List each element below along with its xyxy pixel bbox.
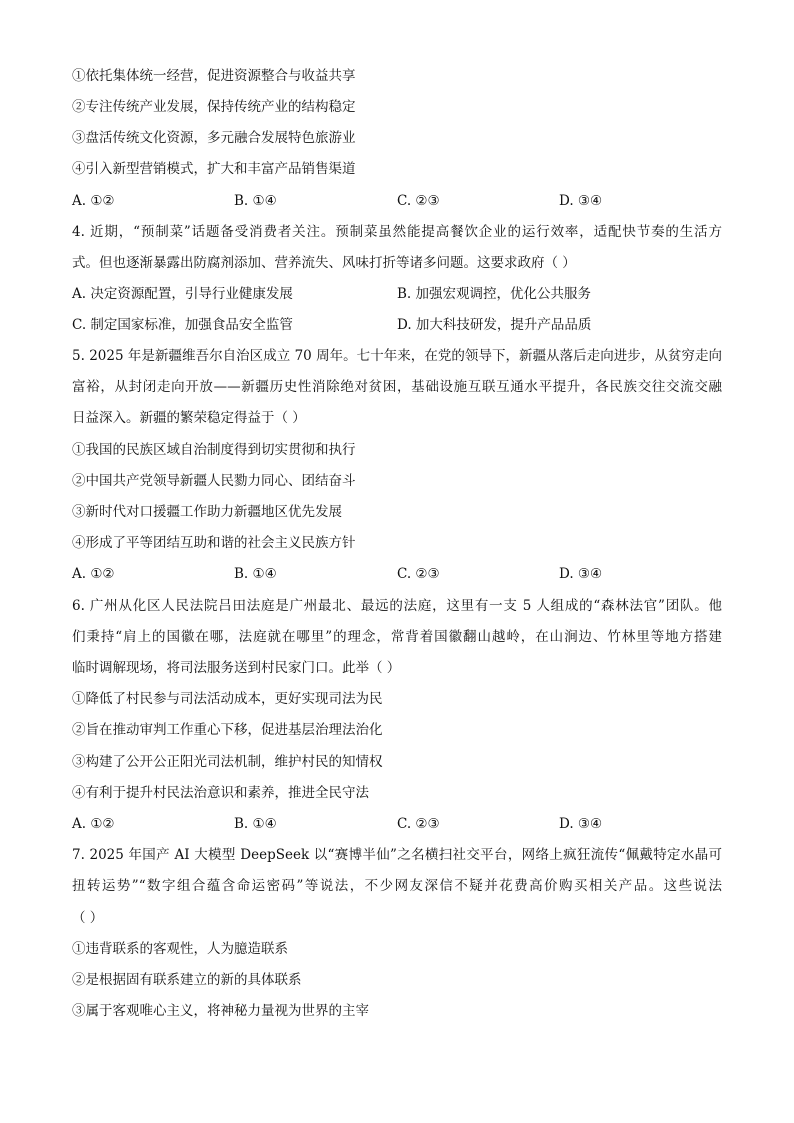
q7-item-1: ①违背联系的客观性，人为臆造联系 (72, 941, 288, 957)
q5-option-a: A. ①② (72, 566, 115, 582)
q5-options (72, 564, 722, 584)
q7-item-2: ②是根据固有联系建立的新的具体联系 (72, 972, 302, 988)
q6-stem-line-2: 们秉持“肩上的国徽在哪，法庭就在哪里”的理念，常背着国徽翻山越岭，在山涧边、竹林里等地方搭建 (72, 629, 722, 645)
q5-item-2: ②中国共产党领导新疆人民勠力同心、团结奋斗 (72, 473, 356, 489)
q4-option-d: D. 加大科技研发，提升产品品质 (397, 317, 592, 333)
q6-stem-line-3: 临时调解现场，将司法服务送到村民家门口。此举（ ） (72, 660, 401, 676)
q5-item-4: ④形成了平等团结互助和谐的社会主义民族方针 (72, 535, 356, 551)
q5-item-3: ③新时代对口援疆工作助力新疆地区优先发展 (72, 504, 342, 520)
q4-option-b: B. 加强宏观调控，优化公共服务 (397, 286, 592, 302)
q7-stem-line-1: 7. 2025 年国产 AI 大模型 DeepSeek 以“赛博半仙”之名横扫社交平台，网络上疯狂流传“佩戴特定水晶可 (72, 847, 722, 863)
q4-options-row-1 (72, 284, 722, 304)
q3-option-b: B. ①④ (234, 193, 277, 209)
q5-item-1: ①我国的民族区域自治制度得到切实贯彻和执行 (72, 442, 356, 458)
q3-option-c: C. ②③ (397, 193, 440, 209)
q3-option-d: D. ③④ (559, 193, 603, 209)
q3-item-3: ③盘活传统文化资源，多元融合发展特色旅游业 (72, 130, 356, 146)
q6-item-4: ④有利于提升村民法治意识和素养，推进全民守法 (72, 785, 369, 801)
q6-option-a: A. ①② (72, 816, 115, 832)
q3-option-a: A. ①② (72, 193, 115, 209)
q6-options (72, 814, 722, 834)
q5-stem-line-1: 5. 2025 年是新疆维吾尔自治区成立 70 周年。七十年来，在党的领导下，新疆从落后走向进步，从贫穷走向 (72, 348, 722, 364)
q3-item-1: ①依托集体统一经营，促进资源整合与收益共享 (72, 68, 356, 84)
q4-stem-line-2: 式。但也逐渐暴露出防腐剂添加、营养流失、风味打折等诸多问题。这要求政府（ ） (72, 255, 576, 271)
q3-item-4: ④引入新型营销模式，扩大和丰富产品销售渠道 (72, 161, 356, 177)
q4-stem-line-1: 4. 近期，“预制菜”话题备受消费者关注。预制菜虽然能提高餐饮企业的运行效率，适配快节奏的生活方 (72, 224, 722, 240)
q5-option-d: D. ③④ (559, 566, 603, 582)
q6-item-3: ③构建了公开公正阳光司法机制，维护村民的知情权 (72, 754, 383, 770)
q4-options-row-2 (72, 315, 722, 335)
q6-option-d: D. ③④ (559, 816, 603, 832)
q7-stem-line-2: 扭转运势”“数字组合蕴含命运密码”等说法，不少网友深信不疑并花费高价购买相关产品。这些说法 (72, 878, 722, 894)
q5-option-c: C. ②③ (397, 566, 440, 582)
q7-stem-line-3: （ ） (72, 910, 104, 926)
q7-item-3: ③属于客观唯心主义，将神秘力量视为世界的主宰 (72, 1003, 369, 1019)
q4-option-c: C. 制定国家标准，加强食品安全监管 (72, 317, 293, 333)
q6-option-b: B. ①④ (234, 816, 277, 832)
q6-item-2: ②旨在推动审判工作重心下移，促进基层治理法治化 (72, 722, 383, 738)
q5-option-b: B. ①④ (234, 566, 277, 582)
q6-stem-line-1: 6. 广州从化区人民法院吕田法庭是广州最北、最远的法庭，这里有一支 5 人组成的“森林法官”团队。他 (72, 598, 722, 614)
q5-stem-line-2: 富裕，从封闭走向开放——新疆历史性消除绝对贫困，基础设施互联互通水平提升，各民族交往交流交融 (72, 379, 722, 395)
q3-item-2: ②专注传统产业发展，保持传统产业的结构稳定 (72, 99, 356, 115)
q6-option-c: C. ②③ (397, 816, 440, 832)
q3-options (72, 191, 722, 211)
q6-item-1: ①降低了村民参与司法活动成本，更好实现司法为民 (72, 691, 383, 707)
q4-option-a: A. 决定资源配置，引导行业健康发展 (72, 286, 293, 302)
q5-stem-line-3: 日益深入。新疆的繁荣稳定得益于（ ） (72, 410, 306, 426)
